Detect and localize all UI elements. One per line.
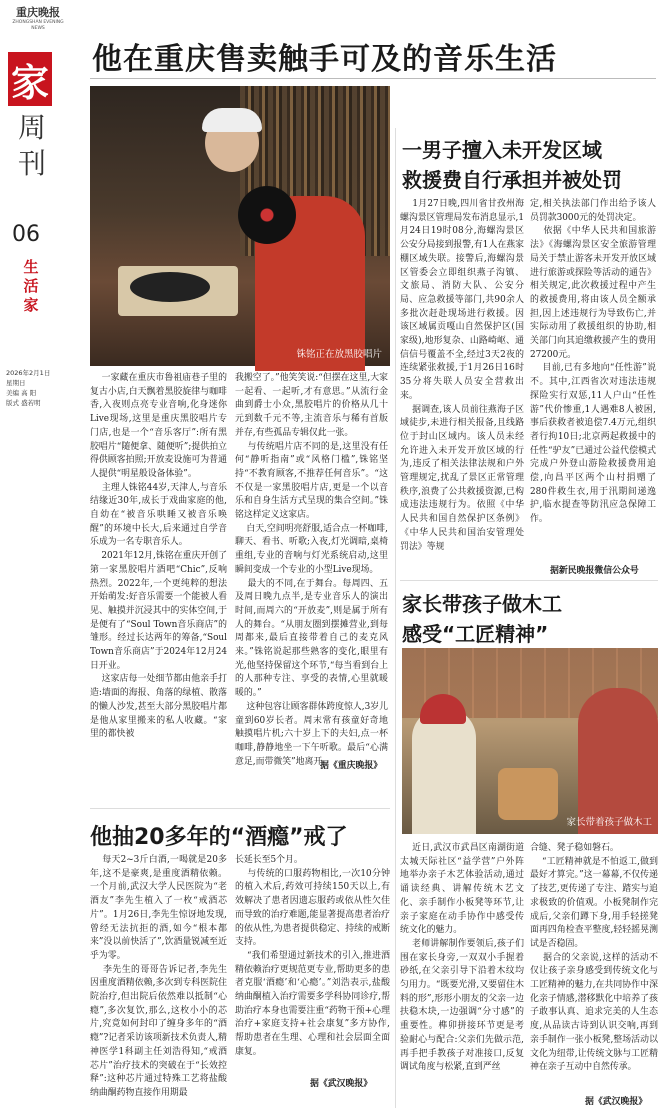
article4-column-1: 每天2~3斤白酒,一喝就是20多年,这不是豪爽,是重度酒精依赖。一个月前,武汉大学人民医院为“老酒友”李先生植入了一枚“戒酒芯片”。1月26日,李先生惊讶地发现,曾经无法抗拒的酒,如今“根本都来”没以前快活了”,饮酒量锐减至近乎为零。 李先生的哥哥告诉记者,李先生因重度酒精依赖,多次到专科医院住院治疗,但出院后依然难以抵制“心瘾”,多次复饮,那么,这枚小小的芯片,究竟如何封印了缠身多年的“酒瘾”?记者采访该项新技术负责人,精神医学1科副主任刘浩得知,“戒酒芯片”治疗技术的突破在于“长效控释”:这种芯片通过特殊工艺将盐酸纳曲酮药物直接作用期最	[90, 855, 227, 1098]
article3-column-2: 合缝、凳子稳如磐石。 “工匠精神就是不怕返工,做到最好才算完。”这一幕幕,不仅传递了技艺,更传递了专注、踏实与追求极致的价值观。小板凳制作完成后,父亲们蹲下身,用手轻搓凳面再四角检查平整度,轻轻摇晃测试是否稳固。 据合的父亲说,这样的活动不仅让孩子亲身感受到传统文化与工匠精神的魅力,在共同协作中深化亲子情感,潜移默化中培养了孩子敢事认真、追求完美的人生态度,从品读古诗到认识交响,再到亲手制作一张小板凳,整场活动以文化为纽带,让传统文脉与工匠精神在亲子互动中自然传承。	[530, 843, 659, 1073]
paper-logo	[8, 4, 68, 32]
article1-photo-caption: 铢铭正在放黑胶唱片	[296, 349, 382, 360]
section-label	[20, 258, 42, 315]
article4-column-2: 长延长至5个月。 与传统的口服药物相比,一次10分钟的植入术后,药效可持续150天以上,有效解决了患者因遗忘服药或依从性欠佳而导致的治疗难题,能显著提高患者治疗的依从性,为患者提供稳定、持续的戒断支持。 “我们希望通过新技术的引入,推进酒精依赖治疗更规范更专业,帮助更多的患者克服‘酒瘾’和‘心瘾’。”刘浩表示,盐酸纳曲酮植入治疗需要多学科协同诊疗,帮助治疗本身也需要注重“药物干预+心理治疗+家庭支持+社会康复”多方协作,帮助患者在生理、心理和社会层面全面康复。	[235, 855, 390, 1057]
article3-photo-caption: 家长带着孩子做木工	[566, 817, 652, 828]
article4-source: 据《武汉晚报》	[310, 1079, 373, 1089]
article2-headline-line-2: 救援费自行承担并被处罚	[402, 168, 622, 192]
article1-photo	[90, 86, 390, 366]
person-cap	[202, 108, 262, 132]
article2-headline-line-1: 一男子擅入未开发区域	[402, 138, 602, 162]
article2-column-2: 定,相关执法部门作出给予该人员罚款3000元的处罚决定。 依据《中华人民共和国旅游法》《海螺沟景区安全旅游管理局关于禁止游客未开发开放区域进行旅游或探险等活动的通告》相关规定,此次救援过程中产生的救援费用,将由该人员全额承担,因上述违规行为导致伤亡,并实际动用了救援组织的协助,相关部门向其追缴救援产生的费用27200元。 目前,已有多地向“任性游”说不。其中,江西省次对违法违规探险实行双惩,11人户山“任性游”代价惨重,1人遇难8人被困,事后获救者被追偿7.4万元,组织者行拘10日;北京两起救援中的任性“驴友”已通过公益代偿模式完成户外登山游险救援费用追偿,向昌平区两个山村捐赠了280件救生衣,用于汛期间递逸护,临水提查等防汛应急保障工作。	[530, 199, 656, 525]
page-number: 06	[12, 222, 40, 247]
wood-stump	[498, 768, 558, 820]
parent-figure	[578, 688, 658, 834]
issue-date: 2026年2月1日	[6, 369, 51, 377]
section-label-char-1: 生	[23, 258, 39, 276]
section-label-char-2: 活	[23, 277, 39, 295]
section-title-char-1: 周	[17, 111, 46, 144]
issue-info	[6, 368, 62, 408]
article1-headline: 他在重庆售卖触手可及的音乐生活	[92, 42, 557, 77]
turntable-platter	[130, 272, 210, 302]
article3-source: 据《武汉晚报》	[585, 1097, 648, 1107]
paper-name-en: ZHONGSHAN EVENING NEWS	[12, 20, 64, 31]
section-badge	[8, 52, 52, 106]
section-badge-text: 家	[10, 60, 49, 105]
section-title	[14, 110, 50, 182]
issue-proof: 版式 盛若明	[6, 399, 41, 407]
section-label-char-3: 家	[23, 296, 39, 314]
child-figure	[412, 708, 476, 834]
article1-column-1: 一家藏在重庆市鲁祖庙巷子里的复古小店,白天飘着黑胶旋律与咖啡香,入夜则点亮专业音响,化身迷你Live现场,这里是重庆黑胶唱片专门店,也是一个“音乐客厅”:所有黑胶唱片“随便拿、随便听”;提供拍立得供顾客拍照;开放麦设施可为普通人提供“明星般设备体验”。 主理人铢铭44岁,天津人,与音乐结缘近30年,成长于戏曲家庭的他,自幼在“被音乐哄睡又被音乐唤醒”的环境中长大,后来通过自学音乐成为一名专职音乐人。 2021年12月,铢铭在重庆开创了第一家黑胶唱片酒吧“Chic”,反响热烈。2022年,一个更纯粹的想法开始萌发:好音乐需要一个能被人看见、触摸并沉浸其中的实体空间,于是便有了“Soul Town音乐商店”的雏形。经过长达两年的筹备,“Soul Town音乐商店”于2024年12月24日开业。 这家店每一处细节都由他亲手打造:墙面的海报、角落的绿植、散落的懒人沙发,甚至大部分黑胶唱片都是他从家里搬来的私人收藏。“家里的都快被	[90, 373, 228, 740]
article4-headline: 他抽20多年的“酒瘾”戒了	[90, 825, 348, 850]
article3-photo	[402, 648, 658, 834]
article1-column-2: 我搬空了。”他笑笑说:“但摆在这里,大家一起看、一起听,才有意思。”从流行金曲到爵士小众,黑胶唱片的价格从几十元到数千元不等,主流音乐与稀有首版并存,有些孤品专辑仅此一张。 与传统唱片店不同的是,这里没有任何“静听指南”或“风格门槛”,铢铭坚持“不教育顾客,不推荐任何音乐”。“这不仅是一家黑胶唱片店,更是一个以音乐和自身生活方式呈现的集合空间。”铢铭这样定义这家店。 白天,空间明亮舒服,适合点一杯咖啡,聊天、看书、听歌;入夜,灯光调暗,桌椅重组,专业的音响与灯光系统启动,这里瞬间变成一个专业的小型Live现场。 最大的不同,在于舞台。每周四、五及周日晚九点半,是专业音乐人的演出时间,而周六的“开放麦”,则是属于所有人的舞台。“从朋友圈到摆摊营业,到每周都来,最后直接带着自己的麦克风来。”铢铭说起那些熟客的变化,眼里有光,他坚持保留这个环节,“每当看到台上的人那种专注、享受的表情,心里就暖暖的。” 这种包容让顾客群体跨度惊人,3岁儿童到60岁长者。周末常有孩童好奇地触摸唱片机;六十岁上下的夫妇,点一杯咖啡,静静地坐一下午听歌。最后“心满意足,而带微笑”地离开。	[235, 373, 388, 767]
article3-headline-line-1: 家长带孩子做木工	[402, 592, 562, 616]
issue-weekday: 星期日	[6, 379, 26, 387]
article1-source: 据《重庆晚报》	[320, 761, 383, 771]
vinyl-record	[238, 186, 296, 244]
article3-column-1: 近日,武汉市武昌区南湖街道太城天际社区“益学营”户外阵地举办亲子木艺体验活动,通过诵读经典、讲解传统木艺文化、亲手制作小板凳等环节,让亲子家庭在动手协作中感受传统文化的魅力。 老师讲解制作要领后,孩子们围在家长身旁,一双双小手握着砂纸,在父亲引导下沿着木纹均匀用力。“既要光滑,又要留住木料的形”,形形小朋友的父亲一边扶稳木块,一边强调“分寸感”的重要性。榫卯拼接环节更是考验耐心与配合:父亲们先做示范,再手把手教孩子对准接口,反复调试角度与松紧,直到严丝	[400, 843, 524, 1073]
article3-headline-line-2: 感受“工匠精神”	[402, 622, 549, 646]
article2-column-1: 1月27日晚,四川省甘孜州海螺沟景区管理局发布消息显示,1月24日19时08分,海螺沟景区公安分局接到报警,有1人在燕家棚区域失联。接警后,海螺沟景区管委会立即组织燕子沟镇、文旅局、消防大队、公安分局、应急救援等部门,共90余人多批次赶赴现场进行救援。因该区域属贡嘎山自然保护区(国家级),地形复杂、山路崎岖、通信信号覆盖不全,经过3天2夜的连续紧张救援,于1月26日16时35分将失联人员安全营救出来。 据调查,该人员前往燕海子区域徒步,未进行相关报备,且线路位于封山区域内。该人员未经允许进入未开发开放区域的行为,违反了相关法律法规和户外管理规定,扰乱了景区正常管理秩序,浪费了公共救援资源,已构成违法违规行为。依照《中华人民共和国自然保护区条例》《中华人民共和国治安管理处罚法》等规	[400, 199, 524, 552]
issue-editor: 美编 高 阳	[6, 389, 37, 397]
article3-divider	[400, 580, 658, 581]
paper-name: 重庆晚报	[16, 6, 60, 19]
article4-divider	[90, 808, 390, 809]
headline-underline	[90, 78, 656, 79]
column-divider	[395, 128, 396, 1108]
section-title-char-2: 刊	[17, 147, 46, 180]
article2-source: 据新民晚报微信公众号	[550, 566, 639, 576]
